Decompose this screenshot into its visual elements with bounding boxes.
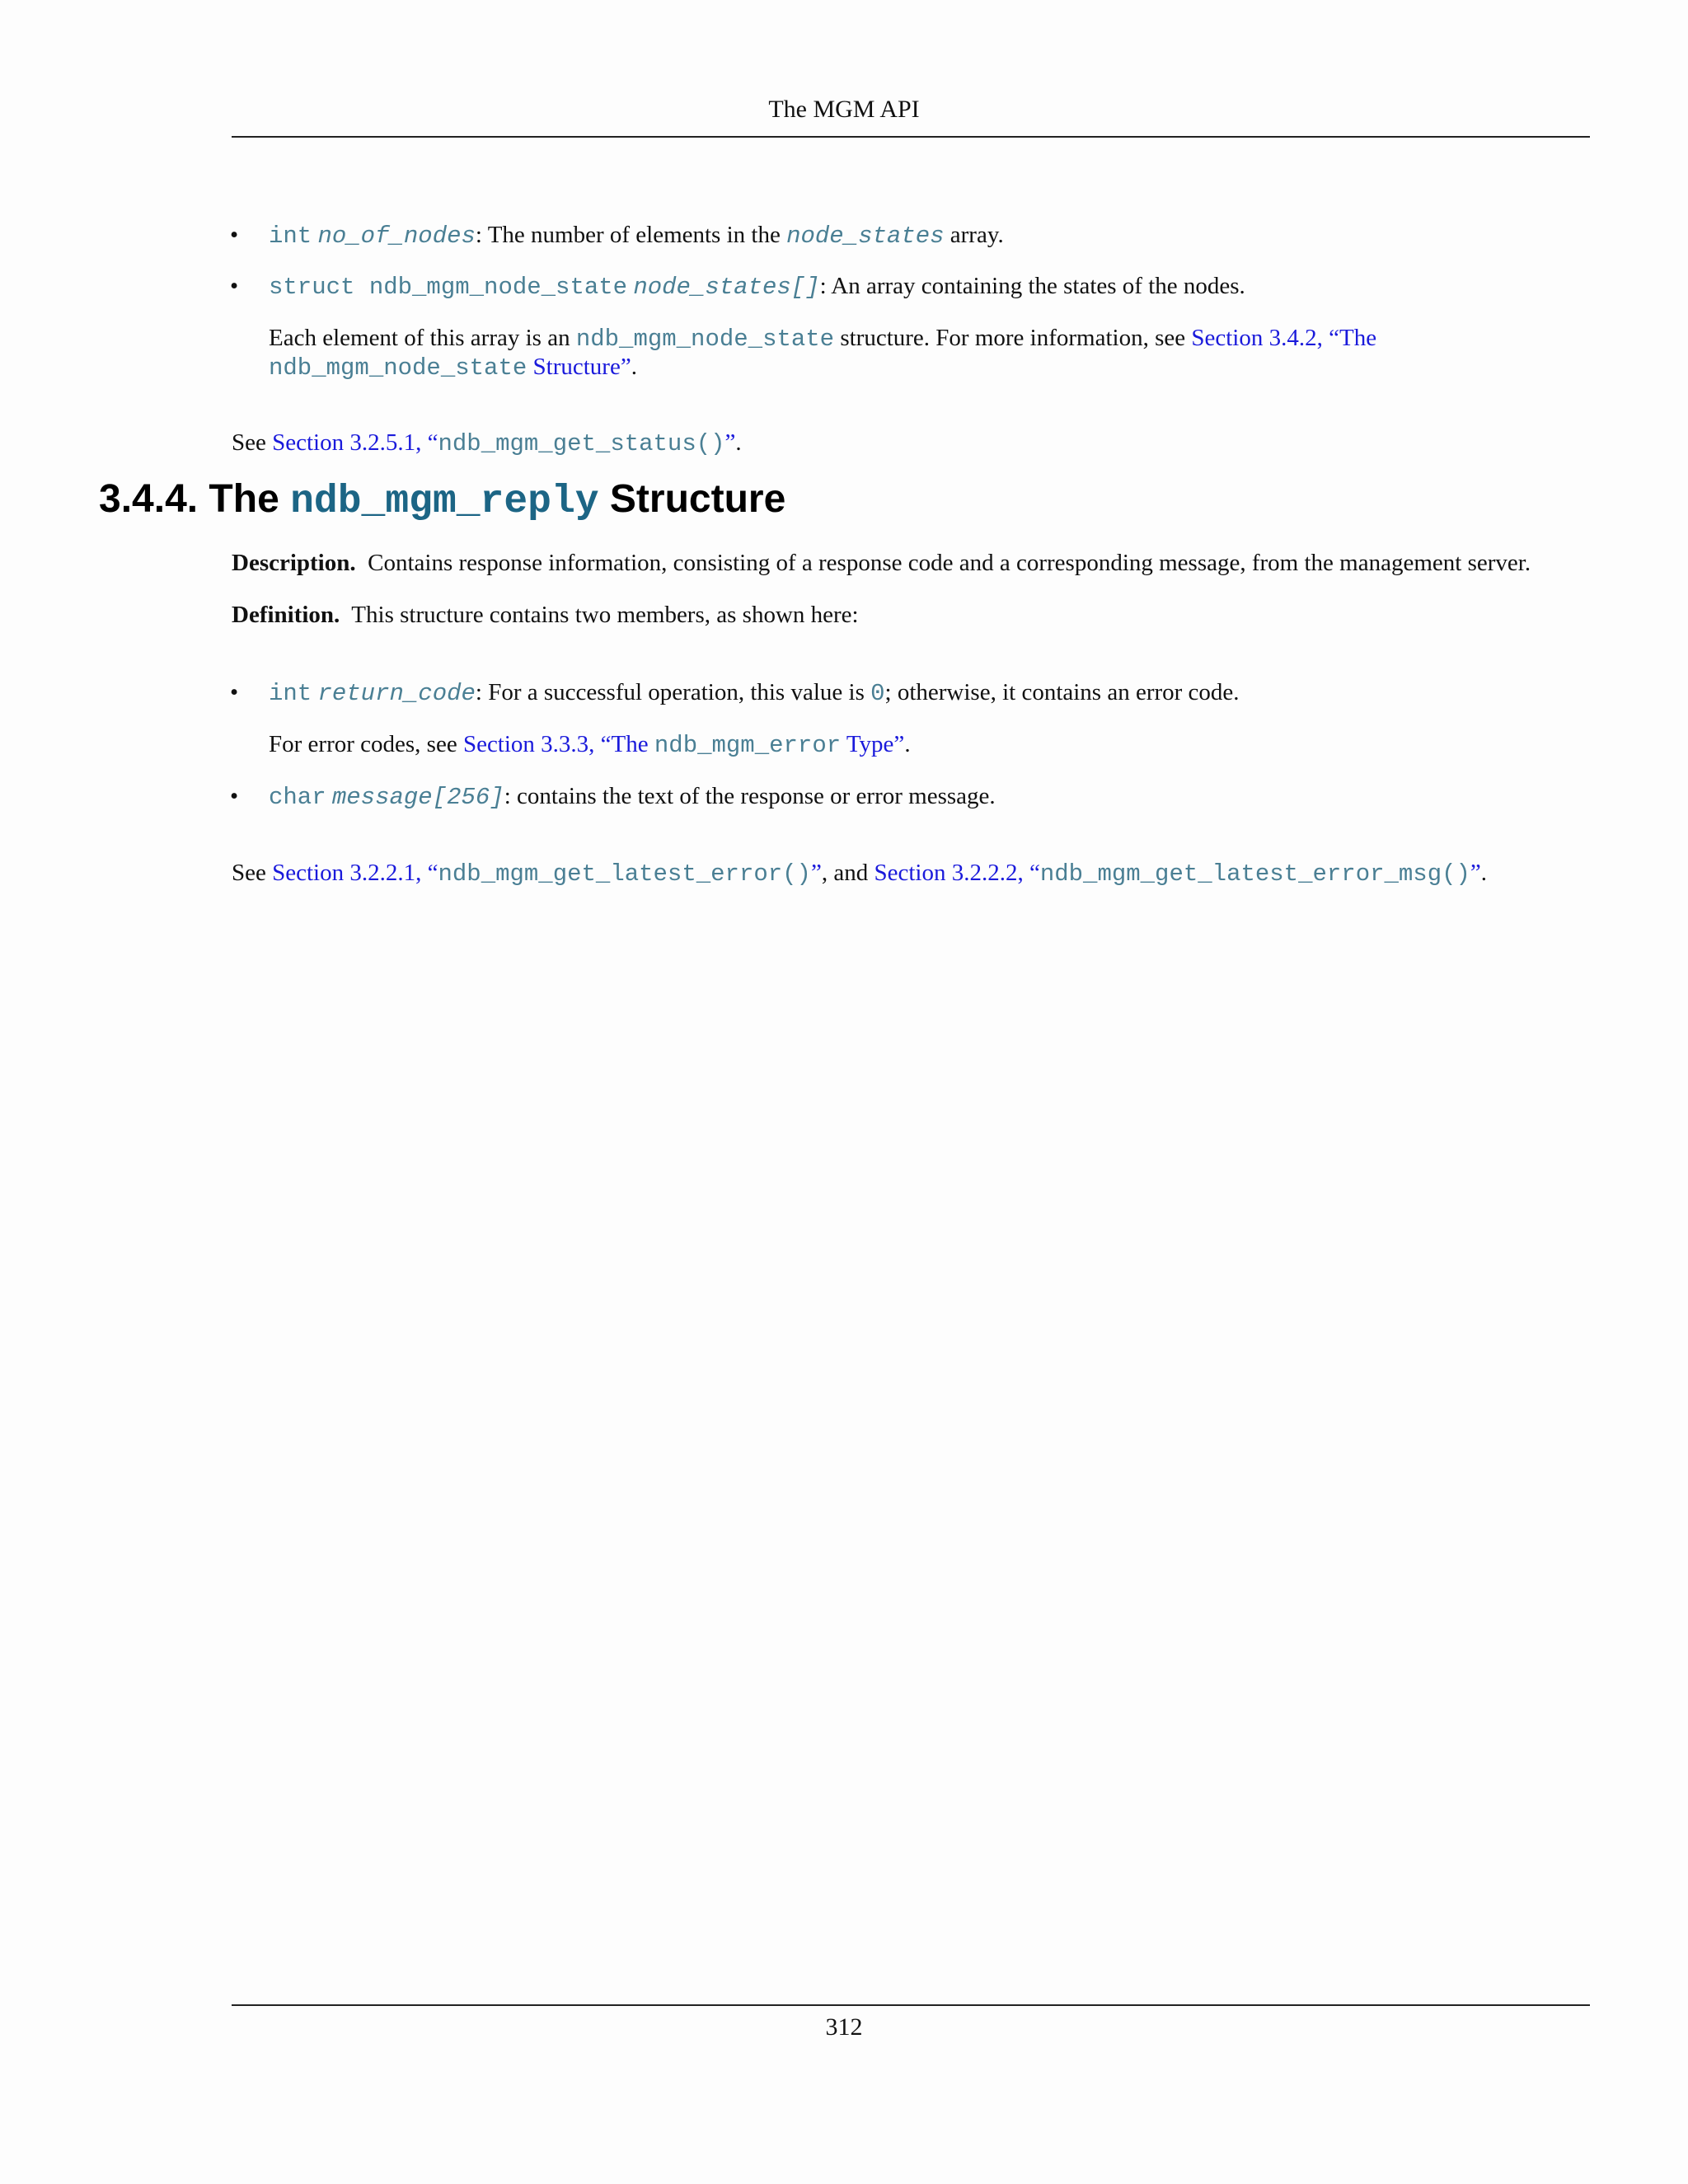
- heading-tail: Structure: [598, 477, 786, 521]
- para-text: For error codes, see: [269, 731, 463, 757]
- item-tail: array.: [944, 222, 1004, 248]
- section-heading: [99, 476, 785, 525]
- see-also-status: [232, 429, 742, 458]
- item-text: : For a successful operation, this value is: [475, 679, 871, 705]
- error-codes-paragraph: [269, 730, 911, 760]
- list-item-no-of-nodes: [269, 221, 1004, 251]
- list-item-return-code: [269, 678, 1240, 708]
- node-states-paragraph-line2: [269, 353, 637, 382]
- link-text: Section 3.2.2.1, “: [272, 860, 438, 886]
- page-number: 312: [825, 2013, 863, 2041]
- para-end: .: [631, 354, 637, 380]
- item-text: : The number of elements in the: [475, 222, 787, 248]
- link-text: ”: [724, 429, 736, 456]
- type-code: struct ndb_mgm_node_state: [269, 274, 628, 301]
- link-text: ”: [1470, 860, 1481, 886]
- item-text: : An array containing the states of the nodes.: [819, 273, 1245, 299]
- description-text: Contains response information, consisting of a response code and a corresponding message, from the management server.: [368, 550, 1531, 576]
- link-code: ndb_mgm_node_state: [269, 354, 528, 382]
- section-link-3-4-2[interactable]: Section 3.4.2, “The: [1191, 325, 1377, 351]
- link-code: ndb_mgm_get_latest_error_msg(): [1039, 860, 1470, 888]
- para-text: structure. For more information, see: [834, 325, 1192, 351]
- value-code: 0: [870, 680, 885, 707]
- link-text: Section 3.2.2.2, “: [874, 860, 1040, 886]
- see-also-errors: [232, 859, 1487, 888]
- running-header: The MGM API: [768, 96, 920, 123]
- link-code: ndb_mgm_get_latest_error(): [438, 860, 811, 888]
- header-rule: [232, 136, 1590, 138]
- list-item-node-states: [269, 272, 1245, 302]
- see-end: .: [1480, 860, 1488, 886]
- link-text: ”: [810, 860, 822, 886]
- bullet-glyph: •: [230, 783, 239, 809]
- link-code: ndb_mgm_get_status(): [438, 430, 725, 457]
- bullet-glyph: •: [230, 679, 239, 705]
- definition-text: This structure contains two members, as shown here:: [351, 602, 859, 628]
- bullet-glyph: •: [230, 273, 239, 299]
- type-code: int: [269, 223, 312, 250]
- bullet-glyph: •: [230, 222, 239, 248]
- see-text: , and: [821, 860, 874, 886]
- param-code: message[256]: [331, 784, 504, 811]
- para-text: Each element of this array is an: [269, 325, 576, 351]
- type-code: char: [269, 784, 326, 811]
- ref-code: node_states: [786, 223, 945, 250]
- param-code: return_code: [317, 680, 476, 707]
- description-paragraph: [232, 549, 1531, 578]
- struct-code: ndb_mgm_node_state: [575, 326, 835, 353]
- list-item-message: [269, 782, 996, 812]
- link-text: Type”: [841, 731, 905, 757]
- heading-code: ndb_mgm_reply: [290, 480, 599, 524]
- heading-number: 3.4.4. The: [99, 477, 291, 521]
- param-code: no_of_nodes: [317, 223, 476, 250]
- link-text: Section 3.2.5.1, “: [272, 429, 438, 456]
- item-text: ; otherwise, it contains an error code.: [884, 679, 1240, 705]
- see-text: See: [232, 860, 273, 886]
- para-end: .: [904, 731, 911, 757]
- section-link-3-4-2-cont[interactable]: [269, 354, 631, 380]
- param-code: node_states[]: [633, 274, 820, 301]
- footer-rule: [232, 2004, 1590, 2006]
- link-text: Structure”: [527, 354, 631, 380]
- see-end: .: [735, 429, 742, 456]
- link-text: Section 3.3.3, “The: [462, 731, 654, 757]
- section-link-3-2-5-1[interactable]: [272, 429, 735, 456]
- item-text: : contains the text of the response or error message.: [504, 783, 996, 809]
- link-code: ndb_mgm_error: [654, 732, 842, 759]
- definition-paragraph: [232, 601, 859, 630]
- description-label: Description.: [232, 550, 356, 576]
- section-link-3-2-2-1[interactable]: [272, 860, 822, 886]
- type-code: int: [269, 680, 312, 707]
- section-link-3-3-3[interactable]: [463, 731, 904, 757]
- section-link-3-2-2-2[interactable]: [874, 860, 1480, 886]
- node-states-paragraph: [269, 324, 1376, 354]
- definition-label: Definition.: [232, 602, 340, 628]
- see-text: See: [232, 429, 273, 456]
